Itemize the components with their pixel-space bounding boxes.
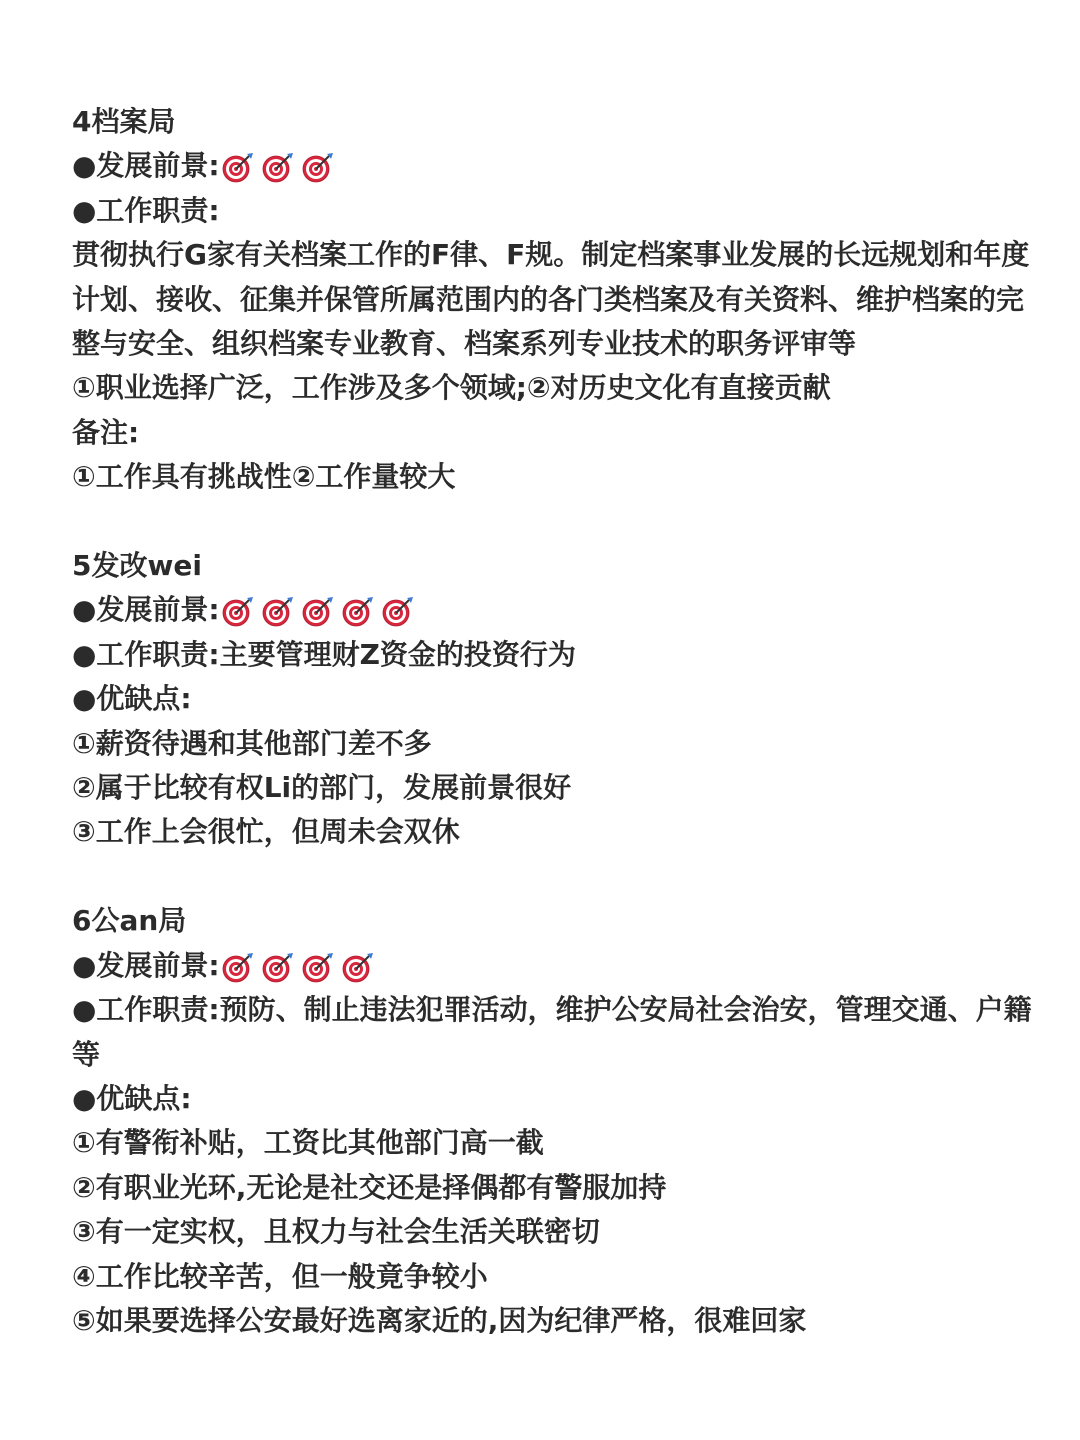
section-title: 5发改wei (72, 549, 202, 583)
direct-hit-target-icon (302, 595, 334, 627)
section-development-reform-commission (72, 544, 1042, 855)
section-title: 4档案局 (72, 105, 176, 138)
prospect-rating (222, 151, 334, 183)
text-line: ②属于比较有权Li的部门，发展前景很好 (72, 771, 572, 805)
text-line: ①职业选择广泛，工作涉及多个领域;②对历史文化有直接贡献 (72, 371, 831, 405)
prospect-line (72, 944, 1042, 988)
direct-hit-target-icon (262, 595, 294, 627)
direct-hit-target-icon (382, 595, 414, 627)
direct-hit-target-icon (262, 951, 294, 983)
text-line: ●工作职责: (72, 193, 220, 227)
prospect-label: ●发展前景: (72, 149, 220, 183)
section-title: 6公an局 (72, 904, 187, 938)
text-line: 贯彻执行G家有关档案工作的F律、F规。制定档案事业发展的长远规划和年度计划、接收、征集并保管所属范围内的各门类档案及有关资料、维护档案的完整与安全、组织档案专业教育、档案系列专业技术的职务评审等 (72, 238, 1030, 361)
text-line: ①工作具有挑战性②工作量较大 (72, 460, 456, 494)
text-line: ●工作职责:预防、制止违法犯罪活动，维护公安局社会治安，管理交通、户籍等 (72, 993, 1032, 1071)
direct-hit-target-icon (262, 151, 294, 183)
text-line: ①薪资待遇和其他部门差不多 (72, 726, 432, 760)
text-line: ④工作比较辛苦，但一般竟争较小 (72, 1259, 488, 1293)
text-line: ③工作上会很忙，但周未会双休 (72, 815, 460, 849)
text-line: ●优缺点: (72, 682, 192, 716)
direct-hit-target-icon (302, 151, 334, 183)
text-line: ●工作职责:主要管理财Z资金的投资行为 (72, 637, 576, 671)
direct-hit-target-icon (342, 595, 374, 627)
text-line: ①有警衔补贴，工资比其他部门高一截 (72, 1126, 544, 1160)
section-public-security-bureau (72, 899, 1042, 1343)
direct-hit-target-icon (342, 951, 374, 983)
section-archives-bureau (72, 100, 1042, 500)
text-line: 备注: (72, 415, 140, 449)
text-line: ●优缺点: (72, 1081, 192, 1115)
prospect-label: ●发展前景: (72, 593, 220, 627)
text-line: ②有职业光环,无论是社交还是择偶都有警服加持 (72, 1170, 667, 1204)
prospect-line (72, 144, 1042, 188)
prospect-line (72, 588, 1042, 632)
prospect-label: ●发展前景: (72, 948, 220, 982)
text-line: ③有一定实权，且权力与社会生活关联密切 (72, 1215, 600, 1249)
direct-hit-target-icon (302, 951, 334, 983)
direct-hit-target-icon (222, 595, 254, 627)
prospect-rating (222, 595, 414, 627)
direct-hit-target-icon (222, 151, 254, 183)
direct-hit-target-icon (222, 951, 254, 983)
prospect-rating (222, 951, 374, 983)
text-line: ⑤如果要选择公安最好选离家近的,因为纪律严格，很难回家 (72, 1303, 807, 1337)
document-page (72, 100, 1042, 1343)
